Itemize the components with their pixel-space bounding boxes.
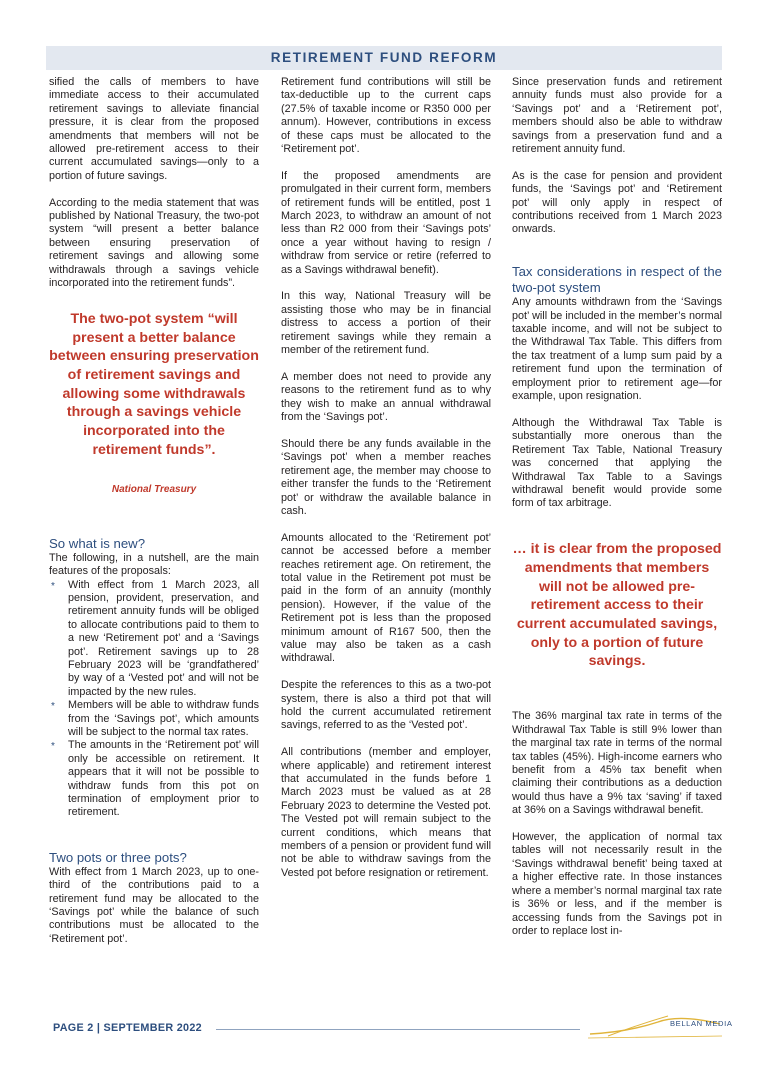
paragraph: Despite the references to this as a two-pot system, there is also a third pot that will hold the current accumulated retirement savings, referred to as the ‘Vested pot’. — [281, 679, 491, 732]
section-title: RETIREMENT FUND REFORM — [270, 50, 498, 65]
paragraph: Amounts allocated to the ‘Retirement pot’ cannot be accessed before a member reaches retirement age. On retirement, the total value in the Retirement pot must be paid in the form of an annuity (monthly pension). However, if the value of the Retirement pot is less than the proposed minimum amount of R167 500, then the value may also be taken as a cash withdrawal. — [281, 531, 491, 665]
paragraph: Any amounts withdrawn from the ‘Savings pot’ will be included in the member’s normal taxable income, and will not be subject to the Withdrawal Tax Table. This differs from the tax treatment of a lump sum paid by a retirement fund upon the termination of employment prior to retirement age—for example, upon resignation. — [512, 296, 722, 403]
paragraph: All contributions (member and employer, where applicable) and retirement interest that accumulated in the funds before 1 March 2023 must be valued as at 28 February 2023 to determine the Vested pot. The Vested pot will remain subject to the current conditions, which means that members of a pension or provident fund will not be able to withdraw savings from the Vested pot before resignation or retirement. — [281, 746, 491, 879]
paragraph: With effect from 1 March 2023, up to one-third of the contributions paid to a retirement fund may be allocated to the ‘Savings pot’ while the balance of such contributions must be allocated to the ‘Retirement pot’. — [49, 865, 259, 945]
paragraph: The following, in a nutshell, are the main features of the proposals: — [49, 551, 259, 578]
brand-name: BELLAN MEDIA — [670, 1019, 733, 1028]
pull-quote: … it is clear from the proposed amendments that members will not be allowed pre-retirement access to their current accumulated savings, only to a portion of future savings. — [512, 541, 722, 670]
paragraph: The 36% marginal tax rate in terms of the Withdrawal Tax Table is still 9% lower than the marginal tax rate in terms of the normal tax tables (45%). High-income earners who benefit from a 45% tax benefit when claiming their contributions as a deduction would thus have a 9% tax ‘saving’ if taxed at 36% on a Savings withdrawal benefit. — [512, 710, 722, 817]
paragraph: sified the calls of members to have immediate access to their accumulated retirement savings to alleviate financial pressure, it is clear from the proposed amendments that members will not be allowed pre-retirement access to their current accumulated savings—only to a portion of future savings. — [49, 76, 259, 182]
paragraph: Since preservation funds and retirement annuity funds must also provide for a ‘Savings pot’ and a ‘Retirement pot’, members should also be able to withdraw savings from a preservation fund and a retirement annuity fund. — [512, 76, 722, 156]
quote-attribution: National Treasury — [111, 483, 197, 495]
pull-quote: The two-pot system “will present a better balance between ensuring preservation of retirement savings and allowing some withdrawals through a savings vehicle incorporated into the retirement funds”. — [49, 310, 259, 458]
paragraph: In this way, National Treasury will be assisting those who may be in financial distress to access a portion of their retirement savings while they remain a member of the retirement fund. — [281, 290, 491, 357]
list-item: * The amounts in the ‘Retirement pot’ will only be accessible on retirement. It appears that it will not be possible to withdraw funds from this pot on termination of employment prior to retirement. — [49, 739, 259, 819]
paragraph: Should there be any funds available in the ‘Savings pot’ when a member reaches retirement age, the member may choose to either transfer the funds to the ‘Retirement pot’ or withdraw the available balance in cash. — [281, 437, 491, 517]
column-3 — [512, 76, 722, 952]
feature-list — [49, 579, 259, 820]
section-heading: So what is new? — [49, 535, 146, 551]
paragraph: As is the case for pension and provident funds, the ‘Savings pot’ and ‘Retirement pot’ will only apply in respect of contributions received from 1 March 2023 onwards. — [512, 169, 722, 236]
paragraph: Although the Withdrawal Tax Table is substantially more onerous than the Retirement Tax Table, National Treasury was concerned that applying the Withdrawal Tax Table to a Savings withdrawal benefit would provide some form of tax arbitrage. — [512, 416, 722, 510]
paragraph: Retirement fund contributions will still be tax-deductible up to the current caps (27.5% of taxable income or R350 000 per annum). However, contributions in excess of these caps must be allocated to the ‘Retirement pot’. — [281, 76, 491, 156]
paragraph: However, the application of normal tax tables will not necessarily result in the ‘Savings withdrawal benefit’ being taxed at a higher effective rate. In those instances where a member’s normal marginal tax rate is 36% or less, and if the member is accessing funds from the Savings pot in order to replace lost in- — [512, 831, 722, 937]
section-header — [46, 46, 722, 70]
paragraph: According to the media statement that was published by National Treasury, the two-pot system “will present a better balance between ensuring preservation of retirement savings and allowing some withdrawals through a savings vehicle incorporated into the retirement funds”. — [49, 196, 259, 290]
paragraph: If the proposed amendments are promulgated in their current form, members of retirement funds will be entitled, post 1 March 2023, to withdraw an amount of not less than R2 000 from their ‘Savings pots’ once a year without having to resign / withdraw from service or retire (referred to as a Savings withdrawal benefit). — [281, 169, 491, 276]
page-footer-label: PAGE 2 | SEPTEMBER 2022 — [53, 1022, 202, 1034]
section-heading: Two pots or three pots? — [49, 849, 187, 865]
section-heading: Tax considerations in respect of the two-pot system — [512, 264, 722, 296]
column-2 — [281, 76, 491, 894]
list-item: * Members will be able to withdraw funds from the ‘Savings pot’, which amounts will be subject to the normal tax rates. — [49, 699, 259, 739]
column-1 — [49, 76, 259, 946]
footer-divider — [216, 1029, 580, 1030]
paragraph: A member does not need to provide any reasons to the retirement fund as to why they wish to make an annual withdrawal from the ‘Savings pot’. — [281, 370, 491, 424]
list-item: * With effect from 1 March 2023, all pension, provident, preservation, and retirement annuity funds will be obliged to allocate contributions paid to them to a new ‘Retirement pot’ and a ‘Savings pot’. Retirement savings up to 28 February 2023 will be ‘grandfathered’ by way of a ‘Vested pot’ and will not be impacted by the new rules. — [49, 579, 259, 700]
